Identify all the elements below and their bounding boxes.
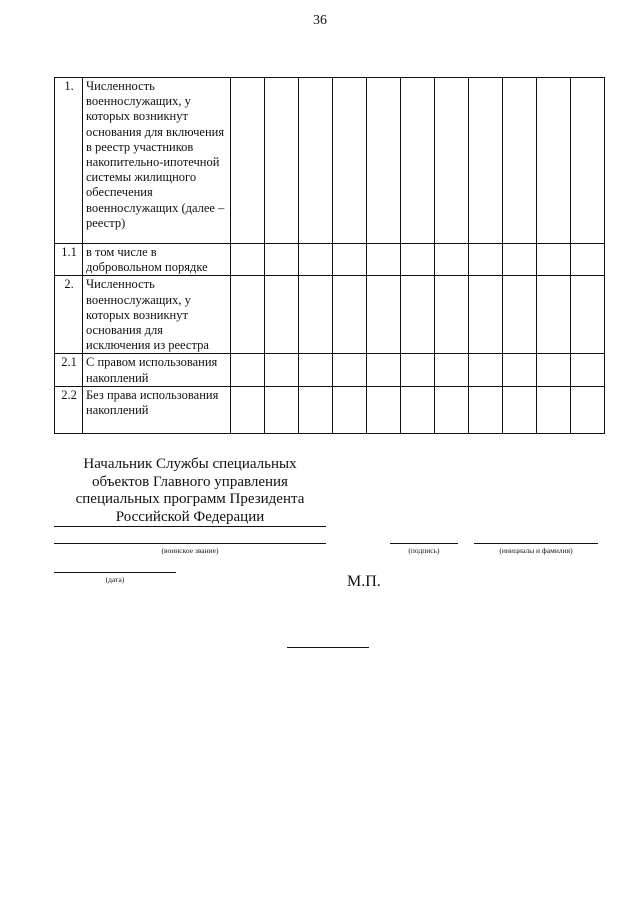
empty-cell[interactable] [333, 386, 367, 433]
empty-cell[interactable] [571, 244, 605, 276]
empty-cell[interactable] [299, 276, 333, 354]
row-label: в том числе в добровольном порядке [83, 244, 231, 276]
empty-cell[interactable] [231, 354, 265, 386]
row-label: Численность военнослужащих, у которых возникнут основания для исключения из реестра [83, 276, 231, 354]
date-line[interactable] [54, 572, 176, 573]
empty-cell[interactable] [537, 244, 571, 276]
empty-cell[interactable] [367, 244, 401, 276]
row-label: Численность военнослужащих, у которых возникнут основания для включения в реестр участников накопительно-ипотечной системы жилищного обеспечения военнослужащих (далее – реестр) [83, 78, 231, 244]
official-title [54, 456, 326, 526]
empty-cell[interactable] [435, 386, 469, 433]
empty-cell[interactable] [469, 244, 503, 276]
row-number: 1.1 [55, 244, 83, 276]
empty-cell[interactable] [265, 354, 299, 386]
stamp-label: М.П. [347, 573, 381, 590]
empty-cell[interactable] [435, 354, 469, 386]
empty-cell[interactable] [503, 78, 537, 244]
empty-cell[interactable] [333, 244, 367, 276]
empty-cell[interactable] [367, 354, 401, 386]
official-title-line: объектов Главного управления [92, 473, 288, 490]
official-title-line: Российской Федерации [115, 508, 265, 525]
empty-cell[interactable] [367, 386, 401, 433]
row-number: 2. [55, 276, 83, 354]
signature-caption: (подпись) [408, 546, 440, 555]
empty-cell[interactable] [571, 78, 605, 244]
row-number: 2.2 [55, 386, 83, 433]
official-title-line: Начальник Службы специальных [83, 456, 297, 472]
signature-line[interactable] [390, 543, 458, 544]
table-row [55, 244, 605, 276]
official-title-line: специальных программ Президента [75, 491, 305, 507]
empty-cell[interactable] [367, 78, 401, 244]
empty-cell[interactable] [537, 276, 571, 354]
empty-cell[interactable] [299, 386, 333, 433]
rank-line [54, 543, 326, 544]
empty-cell[interactable] [503, 386, 537, 433]
empty-cell[interactable] [265, 386, 299, 433]
date-caption: (дата) [105, 575, 125, 584]
empty-cell[interactable] [537, 354, 571, 386]
closing-rule [287, 647, 369, 648]
row-label: С правом использования накоплений [83, 354, 231, 386]
empty-cell[interactable] [401, 244, 435, 276]
empty-cell[interactable] [299, 354, 333, 386]
empty-cell[interactable] [231, 276, 265, 354]
empty-cell[interactable] [367, 276, 401, 354]
page-number: 36 [313, 13, 327, 28]
empty-cell[interactable] [469, 386, 503, 433]
empty-cell[interactable] [503, 244, 537, 276]
table-row [55, 78, 605, 244]
table-row [55, 386, 605, 433]
empty-cell[interactable] [401, 78, 435, 244]
row-number: 2.1 [55, 354, 83, 386]
empty-cell[interactable] [571, 276, 605, 354]
title-underline [54, 526, 326, 527]
empty-cell[interactable] [333, 276, 367, 354]
empty-cell[interactable] [231, 78, 265, 244]
empty-cell[interactable] [265, 78, 299, 244]
empty-cell[interactable] [401, 354, 435, 386]
row-label: Без права использования накоплений [83, 386, 231, 433]
empty-cell[interactable] [469, 276, 503, 354]
empty-cell[interactable] [435, 244, 469, 276]
empty-cell[interactable] [401, 276, 435, 354]
empty-cell[interactable] [299, 78, 333, 244]
empty-cell[interactable] [435, 78, 469, 244]
empty-cell[interactable] [435, 276, 469, 354]
empty-cell[interactable] [503, 276, 537, 354]
empty-cell[interactable] [537, 78, 571, 244]
table-row [55, 276, 605, 354]
empty-cell[interactable] [333, 354, 367, 386]
empty-cell[interactable] [571, 386, 605, 433]
empty-cell[interactable] [537, 386, 571, 433]
table-row [55, 354, 605, 386]
empty-cell[interactable] [469, 354, 503, 386]
name-caption: (инициалы и фамилия) [499, 546, 573, 555]
empty-cell[interactable] [469, 78, 503, 244]
rank-caption: (воинское звание) [161, 546, 219, 555]
empty-cell[interactable] [333, 78, 367, 244]
empty-cell[interactable] [265, 244, 299, 276]
empty-cell[interactable] [503, 354, 537, 386]
row-number: 1. [55, 78, 83, 244]
name-line[interactable] [474, 543, 598, 544]
empty-cell[interactable] [231, 386, 265, 433]
empty-cell[interactable] [299, 244, 333, 276]
empty-cell[interactable] [231, 244, 265, 276]
empty-cell[interactable] [265, 276, 299, 354]
empty-cell[interactable] [571, 354, 605, 386]
empty-cell[interactable] [401, 386, 435, 433]
report-table [54, 77, 605, 434]
